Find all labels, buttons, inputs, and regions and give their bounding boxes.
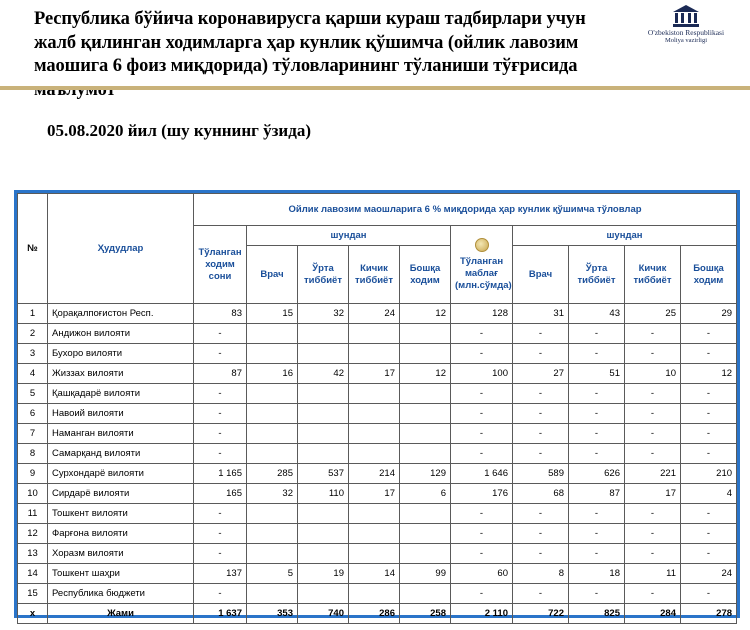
cell-a1: - <box>513 384 569 404</box>
report-date: 05.08.2020 йил (шу куннинг ўзида) <box>47 121 311 140</box>
total-s4: 258 <box>400 604 451 624</box>
total-s1: 353 <box>247 604 298 624</box>
cell-a2: 43 <box>569 304 625 324</box>
table-row <box>18 484 737 504</box>
region-name: Тошкент шаҳри <box>48 564 194 584</box>
cell-s: - <box>194 584 247 604</box>
cell-a2: - <box>569 584 625 604</box>
table-row <box>18 404 737 424</box>
row-number: 12 <box>18 524 48 544</box>
table-row <box>18 524 737 544</box>
ministry-logo <box>636 4 736 48</box>
cell-s3 <box>349 544 400 564</box>
table-row <box>18 564 737 584</box>
row-number: 9 <box>18 464 48 484</box>
cell-s3 <box>349 504 400 524</box>
cell-s2 <box>298 424 349 444</box>
cell-a: - <box>451 504 513 524</box>
building-icon <box>672 4 700 28</box>
cell-s4: 6 <box>400 484 451 504</box>
cell-a2: 87 <box>569 484 625 504</box>
row-number: 10 <box>18 484 48 504</box>
cell-s: - <box>194 344 247 364</box>
cell-a: 176 <box>451 484 513 504</box>
cell-s3 <box>349 404 400 424</box>
cell-a1: - <box>513 404 569 424</box>
cell-s1 <box>247 424 298 444</box>
header-doctor: Врач <box>247 246 298 304</box>
cell-a2: - <box>569 544 625 564</box>
coin-icon <box>475 238 489 252</box>
cell-s4 <box>400 424 451 444</box>
cell-s1: 285 <box>247 464 298 484</box>
cell-s3: 17 <box>349 364 400 384</box>
cell-s2 <box>298 344 349 364</box>
cell-a1: - <box>513 444 569 464</box>
cell-s: - <box>194 444 247 464</box>
cell-a3: - <box>625 444 681 464</box>
region-name: Жиззах вилояти <box>48 364 194 384</box>
cell-a1: - <box>513 424 569 444</box>
cell-a4: - <box>681 584 737 604</box>
row-number: 7 <box>18 424 48 444</box>
cell-a4: - <box>681 524 737 544</box>
cell-a: - <box>451 344 513 364</box>
cell-a3: - <box>625 384 681 404</box>
cell-s: - <box>194 544 247 564</box>
header-doctor-amount: Врач <box>513 246 569 304</box>
cell-s3 <box>349 424 400 444</box>
region-name: Навоий вилояти <box>48 404 194 424</box>
cell-s3: 24 <box>349 304 400 324</box>
row-number: 11 <box>18 504 48 524</box>
cell-a4: 24 <box>681 564 737 584</box>
cell-a3: 25 <box>625 304 681 324</box>
cell-s1 <box>247 444 298 464</box>
cell-a4: 12 <box>681 364 737 384</box>
row-number: 6 <box>18 404 48 424</box>
cell-s2 <box>298 504 349 524</box>
cell-s: 83 <box>194 304 247 324</box>
logo-text-line2: Moliya vazirligi <box>664 37 708 44</box>
region-name: Андижон вилояти <box>48 324 194 344</box>
cell-a4: - <box>681 424 737 444</box>
table-row <box>18 324 737 344</box>
cell-s2 <box>298 404 349 424</box>
table-row <box>18 584 737 604</box>
total-s3: 286 <box>349 604 400 624</box>
cell-s3 <box>349 524 400 544</box>
header-group: Ойлик лавозим маошларига 6 % миқдорида ҳар кунлик қўшимча тўловлар <box>194 194 737 226</box>
cell-a1: - <box>513 584 569 604</box>
cell-a3: - <box>625 504 681 524</box>
header-paid-amount-label: Тўланган маблағ (млн.сўмда) <box>455 255 512 291</box>
table-row <box>18 504 737 524</box>
header-middle: Ўрта тиббиёт <box>298 246 349 304</box>
cell-s: 1 165 <box>194 464 247 484</box>
cell-s2: 110 <box>298 484 349 504</box>
region-name: Сирдарё вилояти <box>48 484 194 504</box>
cell-a4: - <box>681 344 737 364</box>
total-label: Жами <box>48 604 194 624</box>
region-name: Бухоро вилояти <box>48 344 194 364</box>
cell-s2 <box>298 324 349 344</box>
cell-a: - <box>451 544 513 564</box>
table-row <box>18 344 737 364</box>
table-row <box>18 444 737 464</box>
cell-a: - <box>451 524 513 544</box>
cell-s2: 19 <box>298 564 349 584</box>
table-row <box>18 544 737 564</box>
cell-s3 <box>349 384 400 404</box>
cell-s2 <box>298 384 349 404</box>
cell-s2 <box>298 544 349 564</box>
total-a3: 284 <box>625 604 681 624</box>
cell-s2 <box>298 584 349 604</box>
cell-s: - <box>194 504 247 524</box>
cell-s3: 14 <box>349 564 400 584</box>
cell-s1 <box>247 324 298 344</box>
total-a1: 722 <box>513 604 569 624</box>
cell-s1 <box>247 404 298 424</box>
cell-s4 <box>400 324 451 344</box>
cell-s: - <box>194 404 247 424</box>
row-number: 13 <box>18 544 48 564</box>
cell-s: - <box>194 424 247 444</box>
header-num: № <box>18 194 48 304</box>
cell-a1: 31 <box>513 304 569 324</box>
cell-a1: 589 <box>513 464 569 484</box>
row-number: 5 <box>18 384 48 404</box>
cell-s: - <box>194 524 247 544</box>
table-row <box>18 364 737 384</box>
row-number: 14 <box>18 564 48 584</box>
logo-text-line1: O'zbekiston Respublikasi <box>647 28 725 37</box>
cell-s4: 99 <box>400 564 451 584</box>
cell-a3: 221 <box>625 464 681 484</box>
cell-a2: - <box>569 444 625 464</box>
cell-s4: 12 <box>400 304 451 324</box>
cell-s1 <box>247 584 298 604</box>
cell-s1 <box>247 384 298 404</box>
cell-s1 <box>247 344 298 364</box>
total-marker: x <box>18 604 48 624</box>
cell-a4: 29 <box>681 304 737 324</box>
region-name: Сурхондарё вилояти <box>48 464 194 484</box>
cell-a: 128 <box>451 304 513 324</box>
cell-a4: 210 <box>681 464 737 484</box>
header-paid-staff: Тўланган ходим сони <box>194 226 247 304</box>
cell-s3 <box>349 444 400 464</box>
cell-a1: - <box>513 524 569 544</box>
cell-s4 <box>400 504 451 524</box>
header-junior-amount: Кичик тиббиёт <box>625 246 681 304</box>
cell-a4: - <box>681 324 737 344</box>
cell-a3: - <box>625 404 681 424</box>
cell-a3: - <box>625 584 681 604</box>
cell-s: - <box>194 384 247 404</box>
header-other: Бошқа ходим <box>400 246 451 304</box>
row-number: 4 <box>18 364 48 384</box>
cell-a1: - <box>513 544 569 564</box>
region-name: Самарқанд вилояти <box>48 444 194 464</box>
cell-s4 <box>400 544 451 564</box>
cell-s2: 42 <box>298 364 349 384</box>
row-number: 2 <box>18 324 48 344</box>
total-s2: 740 <box>298 604 349 624</box>
cell-a1: 8 <box>513 564 569 584</box>
cell-a2: - <box>569 504 625 524</box>
region-name: Хоразм вилояти <box>48 544 194 564</box>
cell-a3: - <box>625 424 681 444</box>
total-a: 2 110 <box>451 604 513 624</box>
cell-a2: - <box>569 384 625 404</box>
cell-s3 <box>349 584 400 604</box>
cell-a: - <box>451 404 513 424</box>
row-number: 3 <box>18 344 48 364</box>
header-region: Ҳудудлар <box>48 194 194 304</box>
row-number: 15 <box>18 584 48 604</box>
cell-s1: 16 <box>247 364 298 384</box>
header-middle-amount: Ўрта тиббиёт <box>569 246 625 304</box>
cell-a2: - <box>569 344 625 364</box>
cell-a1: 68 <box>513 484 569 504</box>
cell-s3: 17 <box>349 484 400 504</box>
cell-a: - <box>451 384 513 404</box>
cell-a2: 18 <box>569 564 625 584</box>
header-including-amount: шундан <box>513 226 737 246</box>
cell-a1: 27 <box>513 364 569 384</box>
cell-a2: - <box>569 324 625 344</box>
cell-s1: 5 <box>247 564 298 584</box>
cell-s2 <box>298 524 349 544</box>
cell-a4: - <box>681 544 737 564</box>
region-name: Қорақалпоғистон Респ. <box>48 304 194 324</box>
table-row <box>18 464 737 484</box>
row-number: 8 <box>18 444 48 464</box>
cell-a3: 11 <box>625 564 681 584</box>
cell-a2: 51 <box>569 364 625 384</box>
region-name: Тошкент вилояти <box>48 504 194 524</box>
cell-a3: 10 <box>625 364 681 384</box>
total-a4: 278 <box>681 604 737 624</box>
header-junior: Кичик тиббиёт <box>349 246 400 304</box>
cell-a1: - <box>513 324 569 344</box>
cell-a3: - <box>625 344 681 364</box>
region-name: Қашқадарё вилояти <box>48 384 194 404</box>
cell-s3: 214 <box>349 464 400 484</box>
total-s: 1 637 <box>194 604 247 624</box>
row-number: 1 <box>18 304 48 324</box>
cell-s2: 32 <box>298 304 349 324</box>
payments-table <box>14 190 740 618</box>
cell-a: 1 646 <box>451 464 513 484</box>
cell-a4: - <box>681 504 737 524</box>
cell-s: - <box>194 324 247 344</box>
cell-s: 87 <box>194 364 247 384</box>
cell-s1 <box>247 524 298 544</box>
cell-a1: - <box>513 504 569 524</box>
cell-a2: 626 <box>569 464 625 484</box>
cell-s4 <box>400 524 451 544</box>
cell-a3: 17 <box>625 484 681 504</box>
cell-s2 <box>298 444 349 464</box>
cell-s4: 12 <box>400 364 451 384</box>
cell-a: - <box>451 324 513 344</box>
cell-a4: - <box>681 384 737 404</box>
table-row <box>18 424 737 444</box>
cell-a: - <box>451 424 513 444</box>
total-row <box>18 604 737 624</box>
cell-s4 <box>400 384 451 404</box>
cell-a3: - <box>625 544 681 564</box>
document-title: Республика бўйича коронавирусга қарши кураш тадбирлари учун жалб қилинган ходимларга ҳар кунлик қўшимча (ойлик лавозим маошига 6 фоиз миқдорида) тўловларининг тўланиши тўғрисида <box>34 9 586 76</box>
cell-s3 <box>349 324 400 344</box>
cell-s: 165 <box>194 484 247 504</box>
cell-a3: - <box>625 324 681 344</box>
cell-s4 <box>400 444 451 464</box>
header-including-staff: шундан <box>247 226 451 246</box>
table-row <box>18 384 737 404</box>
cell-s4 <box>400 344 451 364</box>
cell-s2: 537 <box>298 464 349 484</box>
cell-a2: - <box>569 524 625 544</box>
cell-a4: - <box>681 404 737 424</box>
cell-s3 <box>349 344 400 364</box>
cell-a2: - <box>569 404 625 424</box>
region-name: Республика бюджети <box>48 584 194 604</box>
cell-a4: - <box>681 444 737 464</box>
cell-s: 137 <box>194 564 247 584</box>
header-other-amount: Бошқа ходим <box>681 246 737 304</box>
region-name: Фарғона вилояти <box>48 524 194 544</box>
cell-s1: 15 <box>247 304 298 324</box>
cell-s4: 129 <box>400 464 451 484</box>
cell-a: 100 <box>451 364 513 384</box>
cell-a: 60 <box>451 564 513 584</box>
region-name: Наманган вилояти <box>48 424 194 444</box>
cell-a: - <box>451 584 513 604</box>
cell-s1: 32 <box>247 484 298 504</box>
cell-a1: - <box>513 344 569 364</box>
header-paid-amount <box>451 226 513 304</box>
cell-a3: - <box>625 524 681 544</box>
cell-a: - <box>451 444 513 464</box>
total-a2: 825 <box>569 604 625 624</box>
cell-s1 <box>247 544 298 564</box>
table-row <box>18 304 737 324</box>
cell-s4 <box>400 584 451 604</box>
header-divider <box>0 86 750 90</box>
cell-a4: 4 <box>681 484 737 504</box>
cell-s1 <box>247 504 298 524</box>
cell-a2: - <box>569 424 625 444</box>
cell-s4 <box>400 404 451 424</box>
